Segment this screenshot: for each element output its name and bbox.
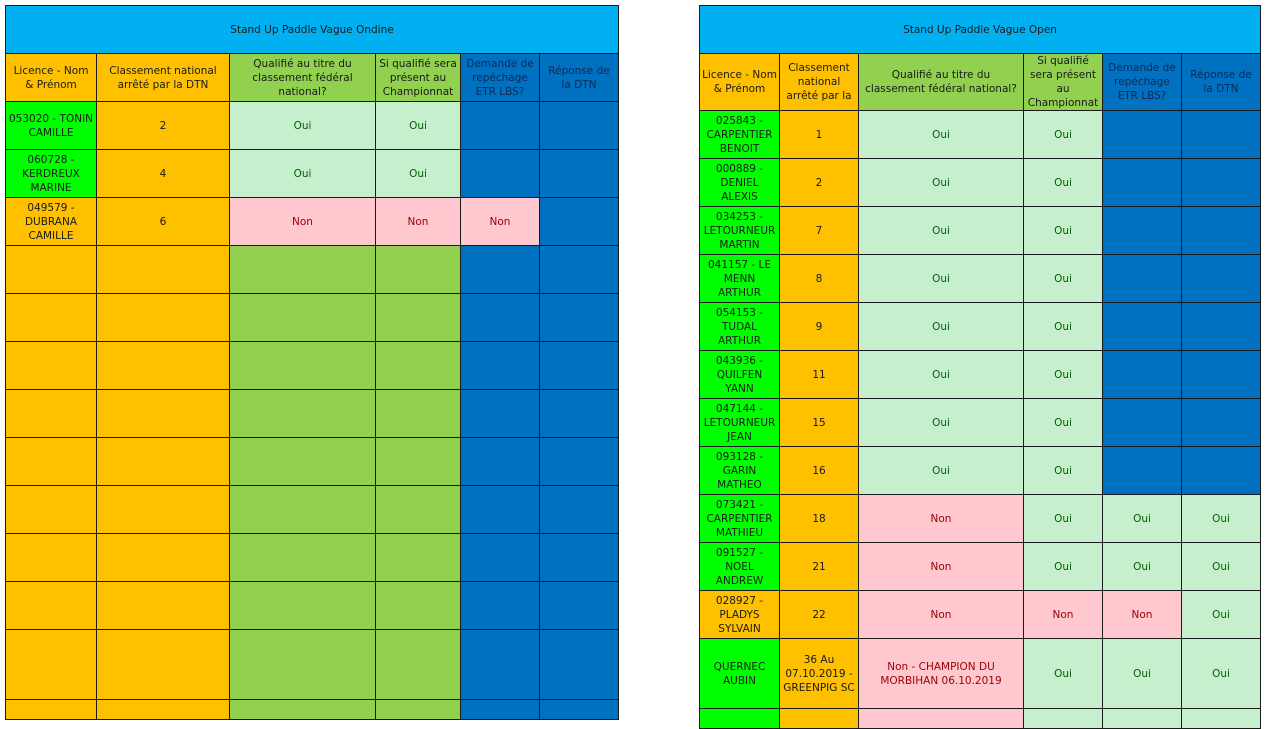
cell-classement[interactable]: 18 bbox=[780, 495, 859, 543]
empty-row bbox=[700, 709, 1261, 729]
empty-row bbox=[6, 438, 619, 486]
empty-cell[interactable] bbox=[540, 342, 619, 390]
empty-cell[interactable] bbox=[6, 582, 97, 630]
empty-cell[interactable] bbox=[97, 534, 230, 582]
empty-cell[interactable] bbox=[6, 438, 97, 486]
cell-repechage[interactable] bbox=[1103, 255, 1182, 303]
empty-cell[interactable] bbox=[97, 390, 230, 438]
empty-cell[interactable] bbox=[461, 438, 540, 486]
cell-repechage[interactable] bbox=[1103, 159, 1182, 207]
empty-cell[interactable] bbox=[540, 534, 619, 582]
cell-present[interactable]: Oui bbox=[1024, 351, 1103, 399]
empty-cell[interactable] bbox=[461, 700, 540, 720]
empty-row bbox=[6, 486, 619, 534]
cell-reponse-dtn[interactable]: Oui bbox=[1182, 495, 1261, 543]
empty-cell[interactable] bbox=[461, 486, 540, 534]
cell-reponse-dtn[interactable] bbox=[1182, 399, 1261, 447]
empty-cell[interactable] bbox=[540, 246, 619, 294]
header-classement[interactable]: Classement national arrêté par la bbox=[780, 54, 859, 111]
cell-classement[interactable]: 22 bbox=[780, 591, 859, 639]
header-reponse-dtn[interactable]: Réponse de la DTN bbox=[1182, 54, 1261, 111]
cell-qualifie[interactable]: Oui bbox=[859, 447, 1024, 495]
cell-reponse-dtn[interactable]: Oui bbox=[1182, 543, 1261, 591]
cell-present[interactable]: Oui bbox=[1024, 399, 1103, 447]
cell-qualifie[interactable]: Oui bbox=[859, 159, 1024, 207]
cell-present[interactable]: Oui bbox=[1024, 207, 1103, 255]
empty-cell[interactable] bbox=[230, 582, 376, 630]
cell-qualifie[interactable]: Non bbox=[859, 543, 1024, 591]
cell-present[interactable]: Oui bbox=[1024, 447, 1103, 495]
cell-present[interactable]: Oui bbox=[1024, 639, 1103, 709]
empty-cell[interactable] bbox=[230, 486, 376, 534]
header-repechage[interactable]: Demande de repéchage ETR LBS? bbox=[1103, 54, 1182, 111]
cell-repechage[interactable]: Oui bbox=[1103, 543, 1182, 591]
empty-cell[interactable] bbox=[461, 390, 540, 438]
table-row bbox=[700, 543, 1261, 591]
cell-repechage[interactable]: Oui bbox=[1103, 495, 1182, 543]
header-present[interactable]: Si qualifié sera présent au Championnat bbox=[1024, 54, 1103, 111]
cell-repechage[interactable]: Oui bbox=[1103, 639, 1182, 709]
empty-cell[interactable] bbox=[230, 294, 376, 342]
cell-reponse-dtn[interactable] bbox=[540, 102, 619, 150]
cell-classement[interactable]: 2 bbox=[780, 159, 859, 207]
empty-cell[interactable] bbox=[97, 486, 230, 534]
empty-cell[interactable] bbox=[376, 534, 461, 582]
header-qualifie[interactable]: Qualifié au titre du classement fédéral national? bbox=[230, 54, 376, 102]
empty-cell[interactable] bbox=[230, 534, 376, 582]
empty-cell[interactable] bbox=[1182, 709, 1261, 729]
empty-row bbox=[6, 700, 619, 720]
empty-cell[interactable] bbox=[230, 438, 376, 486]
empty-cell[interactable] bbox=[376, 700, 461, 720]
empty-cell[interactable] bbox=[540, 294, 619, 342]
empty-cell[interactable] bbox=[230, 390, 376, 438]
cell-licence[interactable]: 000889 - DENIEL ALEXIS bbox=[700, 159, 780, 207]
cell-classement[interactable]: 1 bbox=[780, 111, 859, 159]
cell-present[interactable]: Oui bbox=[1024, 111, 1103, 159]
empty-cell[interactable] bbox=[97, 582, 230, 630]
cell-reponse-dtn[interactable] bbox=[1182, 351, 1261, 399]
cell-qualifie[interactable]: Oui bbox=[859, 351, 1024, 399]
empty-cell[interactable] bbox=[780, 709, 859, 729]
cell-repechage[interactable] bbox=[1103, 207, 1182, 255]
cell-present[interactable]: Non bbox=[1024, 591, 1103, 639]
cell-repechage[interactable]: Non bbox=[1103, 591, 1182, 639]
empty-cell[interactable] bbox=[97, 630, 230, 700]
cell-licence[interactable]: 043936 - QUILFEN YANN bbox=[700, 351, 780, 399]
empty-cell[interactable] bbox=[461, 582, 540, 630]
table-row bbox=[700, 207, 1261, 255]
table-row bbox=[700, 159, 1261, 207]
empty-cell[interactable] bbox=[376, 246, 461, 294]
cell-repechage[interactable] bbox=[1103, 303, 1182, 351]
empty-cell[interactable] bbox=[540, 700, 619, 720]
cell-classement[interactable]: 2 bbox=[97, 102, 230, 150]
empty-cell[interactable] bbox=[6, 294, 97, 342]
table-row bbox=[700, 303, 1261, 351]
cell-present[interactable]: Oui bbox=[1024, 495, 1103, 543]
cell-qualifie[interactable]: Oui bbox=[859, 255, 1024, 303]
cell-licence[interactable]: 047144 - LETOURNEUR JEAN bbox=[700, 399, 780, 447]
cell-reponse-dtn[interactable] bbox=[1182, 159, 1261, 207]
cell-reponse-dtn[interactable] bbox=[540, 198, 619, 246]
header-licence[interactable]: Licence - Nom & Prénom bbox=[700, 54, 780, 111]
cell-qualifie[interactable]: Non bbox=[230, 198, 376, 246]
empty-row bbox=[6, 342, 619, 390]
cell-licence[interactable]: 041157 - LE MENN ARTHUR bbox=[700, 255, 780, 303]
table-vague-ondine bbox=[5, 5, 619, 720]
cell-classement[interactable]: 7 bbox=[780, 207, 859, 255]
empty-cell[interactable] bbox=[97, 246, 230, 294]
cell-licence[interactable]: 034253 - LETOURNEUR MARTIN bbox=[700, 207, 780, 255]
cell-present[interactable]: Oui bbox=[1024, 159, 1103, 207]
cell-licence[interactable]: 093128 - GARIN MATHEO bbox=[700, 447, 780, 495]
cell-classement[interactable]: 16 bbox=[780, 447, 859, 495]
empty-cell[interactable] bbox=[376, 630, 461, 700]
empty-row bbox=[6, 294, 619, 342]
sheet-title: Stand Up Paddle Vague Open bbox=[700, 6, 1261, 54]
empty-cell[interactable] bbox=[859, 709, 1024, 729]
empty-cell[interactable] bbox=[376, 342, 461, 390]
table-row bbox=[700, 255, 1261, 303]
cell-licence[interactable]: 060728 - KERDREUX MARINE bbox=[6, 150, 97, 198]
cell-reponse-dtn[interactable] bbox=[1182, 447, 1261, 495]
cell-present[interactable]: Oui bbox=[376, 102, 461, 150]
cell-repechage[interactable] bbox=[1103, 351, 1182, 399]
cell-classement[interactable]: 11 bbox=[780, 351, 859, 399]
sheet-title: Stand Up Paddle Vague Ondine bbox=[6, 6, 619, 54]
header-licence[interactable]: Licence - Nom & Prénom bbox=[6, 54, 97, 102]
empty-cell[interactable] bbox=[376, 294, 461, 342]
header-classement[interactable]: Classement national arrêté par la DTN bbox=[97, 54, 230, 102]
cell-qualifie[interactable]: Non bbox=[859, 591, 1024, 639]
cell-licence[interactable]: QUERNEC AUBIN bbox=[700, 639, 780, 709]
cell-qualifie[interactable]: Oui bbox=[859, 399, 1024, 447]
empty-cell[interactable] bbox=[540, 438, 619, 486]
empty-row bbox=[6, 630, 619, 700]
empty-row bbox=[6, 534, 619, 582]
empty-cell[interactable] bbox=[376, 438, 461, 486]
cell-reponse-dtn[interactable]: Oui bbox=[1182, 591, 1261, 639]
cell-licence[interactable]: 091527 - NOEL ANDREW bbox=[700, 543, 780, 591]
cell-licence[interactable]: 073421 - CARPENTIER MATHIEU bbox=[700, 495, 780, 543]
table-row bbox=[6, 150, 619, 198]
cell-reponse-dtn[interactable] bbox=[1182, 207, 1261, 255]
table-row bbox=[700, 399, 1261, 447]
cell-classement[interactable]: 9 bbox=[780, 303, 859, 351]
empty-cell[interactable] bbox=[376, 582, 461, 630]
table-row bbox=[700, 495, 1261, 543]
header-qualifie[interactable]: Qualifié au titre du classement fédéral national? bbox=[859, 54, 1024, 111]
empty-row bbox=[6, 582, 619, 630]
cell-reponse-dtn[interactable] bbox=[1182, 255, 1261, 303]
cell-present[interactable]: Oui bbox=[1024, 303, 1103, 351]
cell-repechage[interactable] bbox=[461, 102, 540, 150]
cell-reponse-dtn[interactable]: Oui bbox=[1182, 639, 1261, 709]
cell-classement[interactable]: 8 bbox=[780, 255, 859, 303]
empty-cell[interactable] bbox=[6, 246, 97, 294]
empty-cell[interactable] bbox=[230, 700, 376, 720]
empty-row bbox=[6, 390, 619, 438]
cell-repechage[interactable] bbox=[461, 150, 540, 198]
table-row bbox=[700, 351, 1261, 399]
empty-cell[interactable] bbox=[1103, 709, 1182, 729]
cell-qualifie[interactable]: Oui bbox=[230, 150, 376, 198]
cell-licence[interactable]: 049579 - DUBRANA CAMILLE bbox=[6, 198, 97, 246]
header-reponse-dtn[interactable]: Réponse de la DTN bbox=[540, 54, 619, 102]
cell-present[interactable]: Oui bbox=[1024, 255, 1103, 303]
empty-cell[interactable] bbox=[97, 438, 230, 486]
cell-classement[interactable]: 21 bbox=[780, 543, 859, 591]
empty-cell[interactable] bbox=[461, 342, 540, 390]
table-row bbox=[700, 639, 1261, 709]
cell-licence[interactable]: 025843 - CARPENTIER BENOIT bbox=[700, 111, 780, 159]
empty-cell[interactable] bbox=[461, 294, 540, 342]
table-row bbox=[6, 198, 619, 246]
cell-qualifie[interactable]: Non - CHAMPION DU MORBIHAN 06.10.2019 bbox=[859, 639, 1024, 709]
empty-cell[interactable] bbox=[6, 342, 97, 390]
cell-licence[interactable]: 054153 - TUDAL ARTHUR bbox=[700, 303, 780, 351]
empty-cell[interactable] bbox=[97, 700, 230, 720]
empty-cell[interactable] bbox=[540, 582, 619, 630]
cell-present[interactable]: Oui bbox=[376, 150, 461, 198]
empty-cell[interactable] bbox=[6, 630, 97, 700]
empty-row bbox=[6, 246, 619, 294]
empty-cell[interactable] bbox=[461, 630, 540, 700]
empty-cell[interactable] bbox=[376, 486, 461, 534]
empty-cell[interactable] bbox=[6, 390, 97, 438]
empty-cell[interactable] bbox=[230, 342, 376, 390]
empty-cell[interactable] bbox=[376, 390, 461, 438]
empty-cell[interactable] bbox=[97, 342, 230, 390]
cell-reponse-dtn[interactable] bbox=[1182, 303, 1261, 351]
empty-cell[interactable] bbox=[6, 534, 97, 582]
cell-classement[interactable]: 4 bbox=[97, 150, 230, 198]
empty-cell[interactable] bbox=[540, 390, 619, 438]
cell-reponse-dtn[interactable] bbox=[540, 150, 619, 198]
empty-cell[interactable] bbox=[6, 700, 97, 720]
empty-cell[interactable] bbox=[230, 630, 376, 700]
empty-cell[interactable] bbox=[700, 709, 780, 729]
cell-qualifie[interactable]: Oui bbox=[859, 207, 1024, 255]
cell-present[interactable]: Oui bbox=[1024, 543, 1103, 591]
cell-classement[interactable]: 6 bbox=[97, 198, 230, 246]
empty-cell[interactable] bbox=[540, 630, 619, 700]
header-repechage[interactable]: Demande de repéchage ETR LBS? bbox=[461, 54, 540, 102]
table-row bbox=[700, 447, 1261, 495]
header-present[interactable]: Si qualifié sera présent au Championnat bbox=[376, 54, 461, 102]
table-row bbox=[6, 102, 619, 150]
cell-present[interactable]: Non bbox=[376, 198, 461, 246]
cell-repechage[interactable] bbox=[1103, 399, 1182, 447]
empty-cell[interactable] bbox=[6, 486, 97, 534]
cell-qualifie[interactable]: Oui bbox=[859, 303, 1024, 351]
cell-qualifie[interactable]: Oui bbox=[859, 111, 1024, 159]
empty-cell[interactable] bbox=[97, 294, 230, 342]
cell-classement[interactable]: 36 Au 07.10.2019 - GREENPIG SC bbox=[780, 639, 859, 709]
empty-cell[interactable] bbox=[1024, 709, 1103, 729]
empty-cell[interactable] bbox=[461, 246, 540, 294]
cell-repechage[interactable]: Non bbox=[461, 198, 540, 246]
cell-licence[interactable]: 028927 - PLADYS SYLVAIN bbox=[700, 591, 780, 639]
cell-classement[interactable]: 15 bbox=[780, 399, 859, 447]
cell-qualifie[interactable]: Oui bbox=[230, 102, 376, 150]
cell-qualifie[interactable]: Non bbox=[859, 495, 1024, 543]
table-row bbox=[700, 591, 1261, 639]
empty-cell[interactable] bbox=[540, 486, 619, 534]
cell-repechage[interactable] bbox=[1103, 447, 1182, 495]
empty-cell[interactable] bbox=[461, 534, 540, 582]
cell-reponse-dtn[interactable] bbox=[1182, 111, 1261, 159]
empty-cell[interactable] bbox=[230, 246, 376, 294]
table-vague-open bbox=[699, 5, 1261, 729]
cell-licence[interactable]: 053020 - TONIN CAMILLE bbox=[6, 102, 97, 150]
cell-repechage[interactable] bbox=[1103, 111, 1182, 159]
table-row bbox=[700, 111, 1261, 159]
